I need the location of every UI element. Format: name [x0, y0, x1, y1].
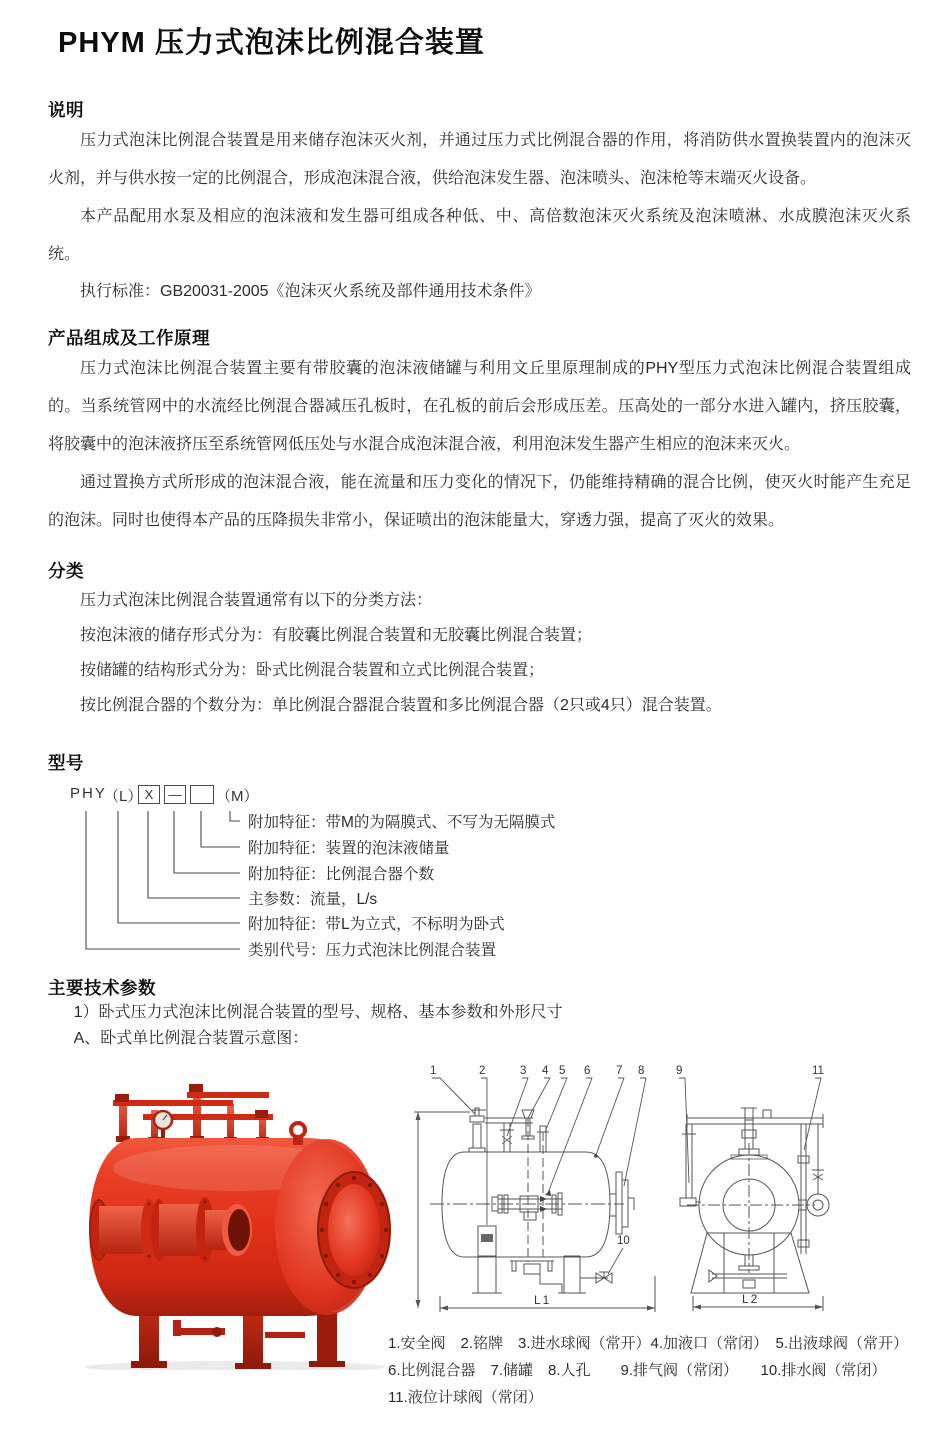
classification-item-1: 按泡沫液的储存形式分为：有胶囊比例混合装置和无胶囊比例混合装置； [80, 627, 593, 644]
callout-number: 4 [542, 1065, 549, 1077]
callout-number: 8 [638, 1065, 645, 1077]
model-token-membrane-flag: （M） [216, 788, 259, 805]
dimension-label-l2: L2 [742, 1292, 760, 1306]
model-code-diagram [70, 785, 910, 975]
description-paragraph-2: 本产品配用水泵及相应的泡沫液和发生器可组成各种低、中、高倍数泡沫灭火系统及泡沫喷淋、水成膜泡沫灭火系统。 [48, 208, 911, 263]
caption-line-2: 6.比例混合器 7.储罐 8.人孔 9.排气阀（常闭） 10.排水阀（常闭） [388, 1362, 887, 1379]
figure-captions [388, 1330, 908, 1411]
callout-number: 1 [430, 1065, 437, 1077]
classification-intro: 压力式泡沫比例混合装置通常有以下的分类方法： [80, 592, 433, 609]
parameters-line-2: A、卧式单比例混合装置示意图： [73, 1030, 309, 1047]
callout-number: 7 [616, 1065, 623, 1077]
classification-item-2: 按储罐的结构形式分为：卧式比例混合装置和立式比例混合装置； [80, 662, 545, 679]
description-paragraph-1: 压力式泡沫比例混合装置是用来储存泡沫灭火剂，并通过压力式比例混合器的作用，将消防供水置换装置内的泡沫灭火剂，并与供水按一定的比例混合，形成泡沫混合液，供给泡沫发生器、泡沫喷头、泡沫枪等末端灭火设备。 [48, 132, 911, 187]
lifting-lug [291, 1123, 305, 1145]
end-view-drawing [679, 1078, 829, 1311]
manhole-flange [318, 1172, 390, 1288]
section-heading-composition: 产品组成及工作原理 [48, 328, 210, 348]
composition-paragraph-1: 压力式泡沫比例混合装置主要有带胶囊的泡沫液储罐与利用文丘里原理制成的PHY型压力式泡沫比例混合装置组成的。当系统管网中的水流经比例混合器减压孔板时，在孔板的前后会形成压差。压高处的一部分水进入罐内，挤压胶囊，将胶囊中的泡沫液挤压至系统管网低压处与水混合成泡沫混合液，利用泡沫发生器产生相应的泡沫来灭火。 [48, 360, 911, 453]
model-token-capacity-box [190, 785, 214, 804]
section-heading-classification: 分类 [48, 561, 84, 581]
model-callout-2: 附加特征：装置的泡沫液储量 [248, 840, 450, 857]
section-heading-model: 型号 [48, 753, 84, 773]
caption-line-1: 1.安全阀 2.铭牌 3.进水球阀（常开）4.加液口（常闭） 5.出液球阀（常开） [388, 1335, 909, 1352]
callout-number: 3 [520, 1065, 527, 1077]
drawing-callout-numbers [430, 1065, 824, 1307]
engineering-drawing [412, 1058, 912, 1328]
model-callout-1: 附加特征：带M的为隔膜式、不写为无隔膜式 [248, 814, 556, 831]
composition-paragraph-2: 通过置换方式所形成的泡沫混合液，能在流量和压力变化的情况下，仍能维持精确的混合比例，使灭火时能产生充足的泡沫。同时也使得本产品的压降损失非常小，保证喷出的泡沫能量大，穿透力强，提高了灭火的效果。 [48, 474, 911, 529]
model-token-flow-box: X [138, 785, 160, 804]
caption-line-3: 11.液位计球阀（常闭） [388, 1389, 543, 1406]
model-callout-6: 类别代号：压力式泡沫比例混合装置 [248, 942, 497, 959]
model-token-mixer-count-box: — [164, 785, 186, 804]
callout-number: 6 [584, 1065, 591, 1077]
description-standard-line: 执行标准：GB20031-2005《泡沫灭火系统及部件通用技术条件》 [80, 283, 541, 300]
section-heading-description: 说明 [48, 100, 84, 120]
figures-area [48, 1058, 911, 1446]
model-callout-5: 附加特征：带L为立式，不标明为卧式 [248, 916, 505, 933]
callout-number: 2 [479, 1065, 486, 1077]
callout-number: 11 [812, 1065, 824, 1077]
classification-item-3: 按比例混合器的个数分为：单比例混合器混合装置和多比例混合器（2只或4只）混合装置。 [80, 697, 722, 714]
model-token-vertical-flag: （L） [104, 788, 143, 805]
page-title: PHYM 压力式泡沫比例混合装置 [58, 27, 485, 59]
model-callout-3: 附加特征：比例混合器个数 [248, 866, 435, 883]
side-view-drawing [414, 1078, 655, 1312]
dimension-label-l1: L1 [534, 1293, 552, 1307]
callout-number: 9 [676, 1065, 683, 1077]
callout-number: 10 [617, 1235, 630, 1247]
callout-number: 5 [559, 1065, 566, 1077]
model-token-class-code: PHY [70, 785, 107, 802]
tank-top-piping [113, 1084, 273, 1144]
tank-photo [55, 1080, 400, 1370]
model-callout-4: 主参数：流量，L/s [248, 891, 378, 908]
parameters-line-1: 1）卧式压力式泡沫比例混合装置的型号、规格、基本参数和外形尺寸 [73, 1004, 563, 1021]
section-heading-parameters: 主要技术参数 [48, 978, 156, 998]
